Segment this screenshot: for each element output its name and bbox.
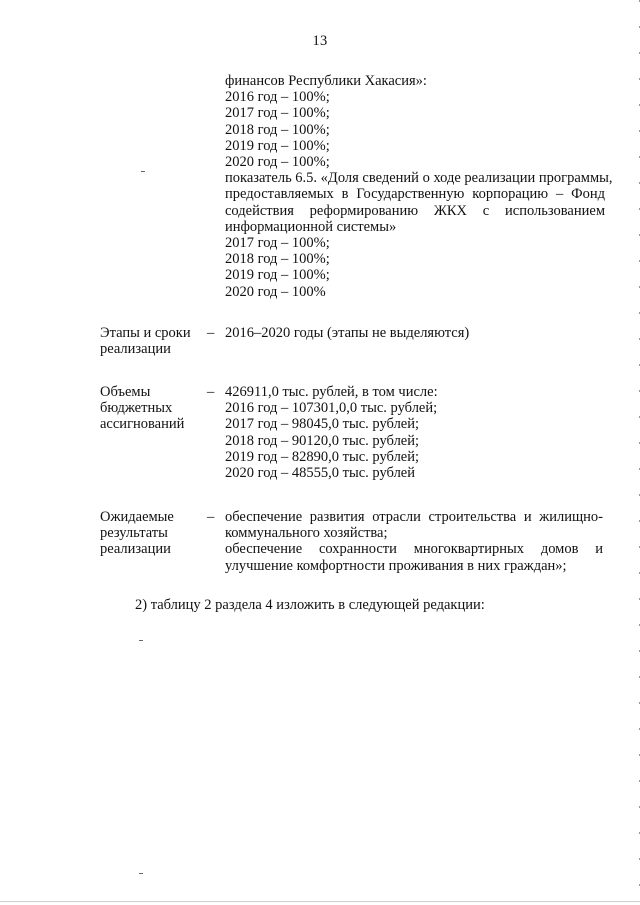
label-line: реализации — [100, 541, 171, 558]
label-line: реализации — [100, 341, 171, 358]
text-line: 2016 год – 107301,0,0 тыс. рублей; — [225, 400, 438, 417]
text-line: содействия реформированию ЖКХ с использованием — [225, 202, 605, 219]
budget-content — [225, 384, 605, 481]
text-line: коммунального хозяйства; — [225, 525, 388, 542]
text-line: показатель 6.5. «Доля сведений о ходе реализации программы, — [225, 170, 613, 187]
text-line: обеспечение развития отрасли строительства и жилищно- — [225, 509, 603, 525]
text-line: улучшение комфортности проживания в них граждан»; — [225, 557, 567, 574]
scan-speck — [139, 640, 143, 641]
row-dash: – — [207, 325, 215, 341]
budget-label — [100, 384, 184, 433]
stages-label — [100, 325, 191, 357]
text-line: 2019 год – 100%; — [225, 267, 330, 284]
row-dash: – — [207, 384, 215, 400]
text-line: 2016 год – 100%; — [225, 89, 330, 106]
text-line: 2019 год – 82890,0 тыс. рублей; — [225, 448, 420, 465]
text-line: предоставляемых в Государственную корпорацию – Фонд — [225, 186, 605, 203]
text-line: 2016–2020 годы (этапы не выделяются) — [225, 325, 470, 341]
label-line: Ожидаемые — [100, 509, 174, 525]
label-line: бюджетных — [100, 400, 173, 417]
text-line: 426911,0 тыс. рублей, в том числе: — [225, 384, 438, 400]
text-line: 2020 год – 48555,0 тыс. рублей — [225, 465, 416, 482]
text-line: 2018 год – 100%; — [225, 251, 330, 268]
text-line: 2018 год – 100%; — [225, 121, 330, 138]
label-line: Этапы и сроки — [100, 325, 191, 341]
text-line: информационной системы» — [225, 218, 397, 235]
results-content — [225, 509, 603, 574]
label-line: результаты — [100, 525, 168, 542]
text-line: 2017 год – 100%; — [225, 105, 330, 122]
text-line: 2018 год – 90120,0 тыс. рублей; — [225, 432, 420, 449]
instruction-paragraph: 2) таблицу 2 раздела 4 изложить в следующей редакции: — [135, 597, 485, 613]
label-line: Объемы — [100, 384, 151, 400]
text-line: 2017 год – 100%; — [225, 235, 330, 252]
results-label — [100, 509, 174, 558]
text-line: 2019 год – 100%; — [225, 137, 330, 154]
row-dash: – — [207, 509, 215, 525]
stages-content — [225, 325, 605, 341]
text-line: 2017 год – 98045,0 тыс. рублей; — [225, 416, 420, 433]
scan-bottom-edge — [0, 901, 640, 902]
scan-speck — [141, 171, 145, 172]
text-line: финансов Республики Хакасия»: — [225, 73, 427, 89]
scan-speck — [139, 873, 143, 874]
indicator-continuation — [225, 73, 613, 300]
text-line: обеспечение сохранности многоквартирных домов и — [225, 541, 603, 558]
label-line: ассигнований — [100, 416, 185, 433]
text-line: 2020 год – 100%; — [225, 154, 330, 171]
page-number: 13 — [312, 33, 328, 49]
text-line: 2020 год – 100% — [225, 283, 326, 300]
